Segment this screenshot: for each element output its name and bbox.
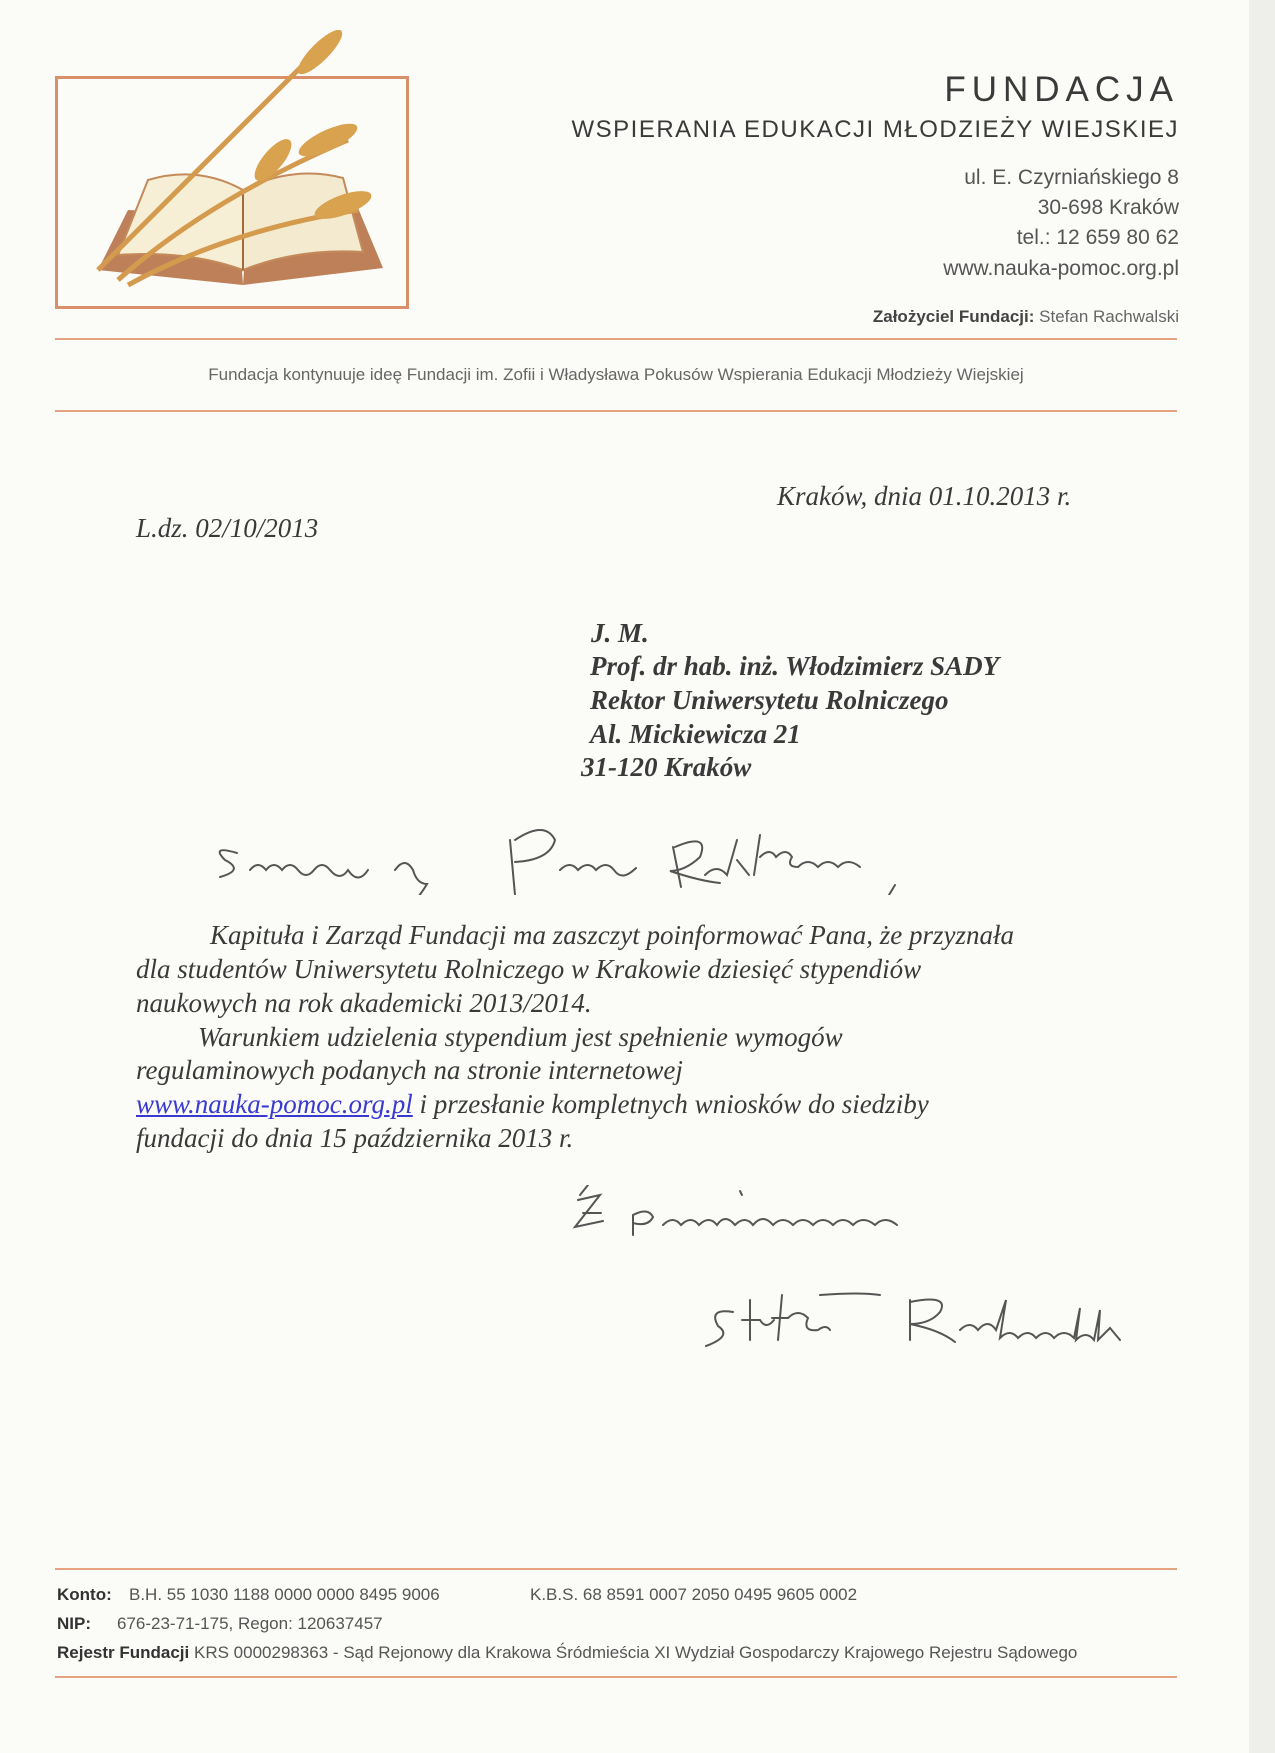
rejestr-label: Rejestr Fundacji [57, 1643, 190, 1662]
nip-label: NIP: [57, 1614, 91, 1633]
foundation-tagline: Fundacja kontynuuje ideę Fundacji im. Zofii i Władysława Pokusów Wspierania Edukacji Młodzieży Wiejskiej [208, 365, 1024, 384]
handwritten-signature [705, 1290, 1155, 1360]
konto-kbs: K.B.S. 68 8591 0007 2050 0495 9605 0002 [530, 1585, 858, 1604]
date-line: Kraków, dnia 01.10.2013 r. [777, 481, 1072, 511]
recipient-line: Rektor Uniwersytetu Rolniczego [590, 685, 949, 715]
recipient-line: J. M. [591, 618, 649, 648]
organization-title: FUNDACJA [944, 70, 1179, 109]
address-street: ul. E. Czyrniańskiego 8 [964, 166, 1179, 189]
footer-divider-top [55, 1568, 1177, 1570]
recipient-line: Al. Mickiewicza 21 [590, 719, 801, 749]
rejestr-value: KRS 0000298363 - Sąd Rejonowy dla Krakowa Śródmieścia XI Wydział Gospodarczy Krajowego Rejestru Sądowego [189, 1643, 1078, 1662]
founder-line [873, 307, 1179, 327]
konto-bh: B.H. 55 1030 1188 0000 0000 8495 9006 [129, 1585, 440, 1604]
founder-label: Założyciel Fundacji: [872, 307, 1035, 326]
body-paragraph-line: Kapituła i Zarząd Fundacji ma zaszczyt poinformować Pana, że przyznała [210, 920, 1015, 950]
website-link-inline[interactable]: www.nauka-pomoc.org.pl [136, 1089, 413, 1119]
body-paragraph-line: naukowych na rok akademicki 2013/2014. [136, 988, 592, 1018]
wheat-book-logo [58, 30, 398, 300]
founder-name: Stefan Rachwalski [1034, 307, 1179, 326]
handwritten-salutation [205, 815, 925, 895]
reference-number: L.dz. 02/10/2013 [136, 513, 319, 543]
recipient-line: 31-120 Kraków [581, 752, 752, 782]
phone-number: tel.: 12 659 80 62 [1016, 226, 1179, 249]
body-paragraph-line: regulaminowych podanych na stronie internetowej [136, 1055, 683, 1085]
body-text: i przesłanie kompletnych wniosków do siedziby [412, 1089, 929, 1119]
body-paragraph-line [136, 1089, 929, 1120]
konto-label: Konto: [57, 1585, 112, 1604]
handwritten-closing [568, 1185, 948, 1255]
body-paragraph-line: Warunkiem udzielenia stypendium jest spełnienie wymogów [198, 1022, 843, 1052]
tagline-divider [55, 410, 1177, 412]
body-paragraph-line: dla studentów Uniwersytetu Rolniczego w Krakowie dziesięć stypendiów [136, 954, 922, 984]
body-paragraph-line: fundacji do dnia 15 października 2013 r. [136, 1123, 574, 1153]
footer-registry [57, 1643, 1077, 1663]
footer-nip [57, 1614, 383, 1634]
website-link[interactable]: www.nauka-pomoc.org.pl [943, 257, 1179, 280]
header-divider [55, 338, 1177, 340]
address-city: 30-698 Kraków [1037, 196, 1179, 219]
recipient-line: Prof. dr hab. inż. Włodzimierz SADY [590, 651, 1000, 681]
page-edge-shadow [1249, 0, 1275, 1753]
footer-bank-accounts [57, 1585, 858, 1605]
organization-subtitle: WSPIERANIA EDUKACJI MŁODZIEŻY WIEJSKIEJ [571, 116, 1179, 143]
footer-divider-bottom [55, 1676, 1177, 1678]
nip-value: 676-23-71-175, Regon: 120637457 [117, 1614, 383, 1633]
